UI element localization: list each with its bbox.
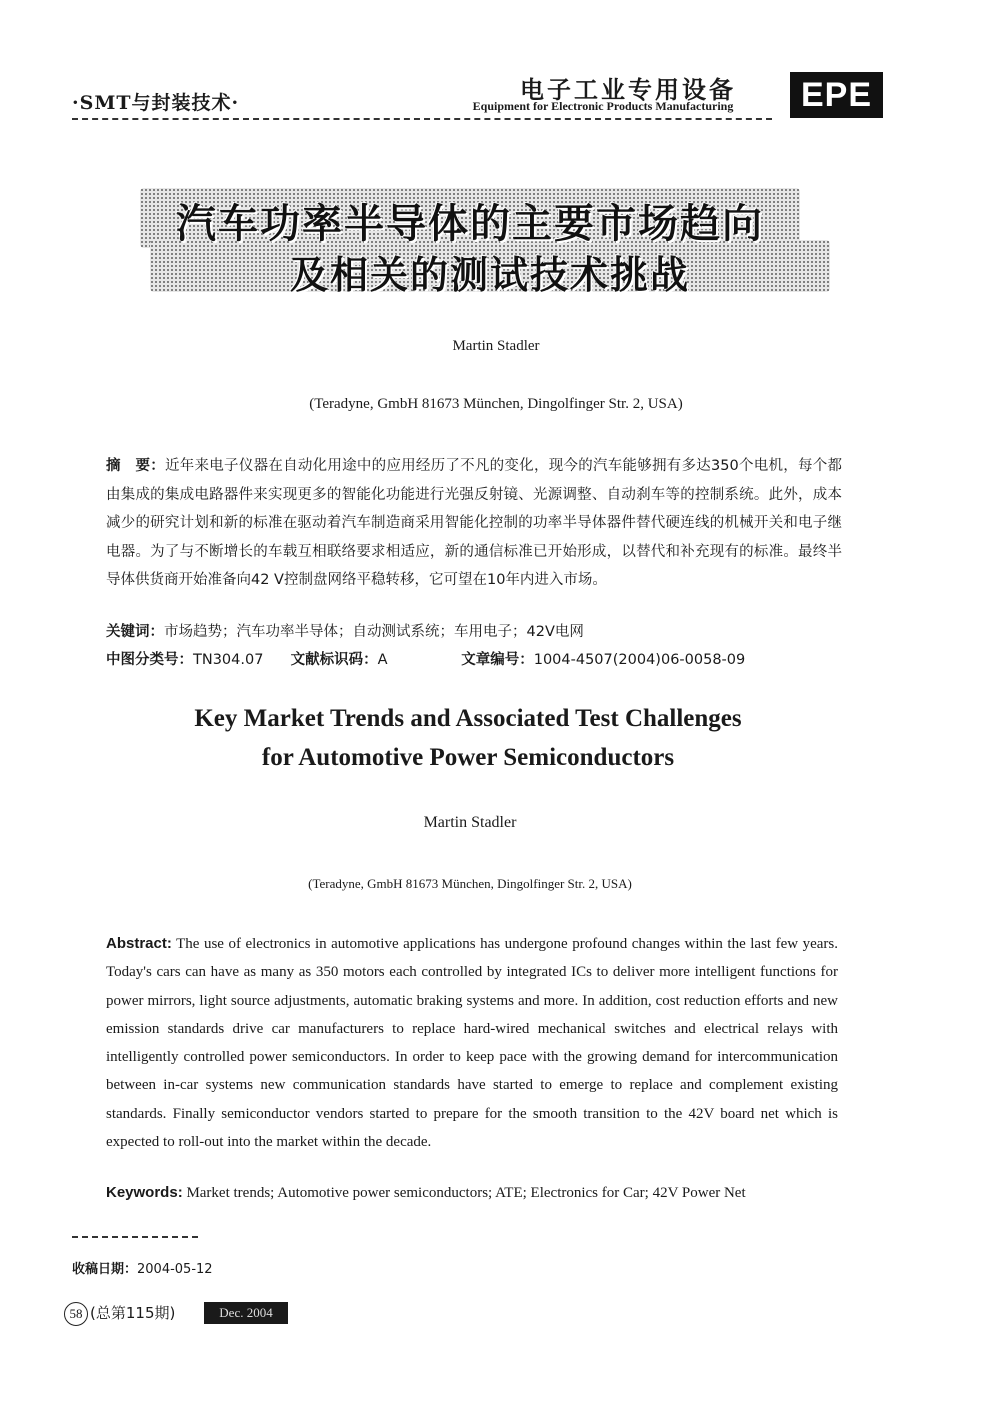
journal-title-en: Equipment for Electronic Products Manufacturing	[472, 99, 734, 113]
doc-code-value: A	[377, 652, 388, 668]
keywords-cn-text: 市场趋势；汽车功率半导体；自动测试系统；车用电子；42V电网	[164, 624, 584, 640]
abstract-cn-label: 摘 要：	[106, 458, 166, 474]
clc-value: TN304.07	[193, 652, 264, 668]
doc-code-label: 文献标识码：	[290, 652, 378, 668]
abstract-cn-text: 近年来电子仪器在自动化用途中的应用经历了不凡的变化，现今的汽车能够拥有多达350个电机，每个都由集成的集成电路器件来实现更多的智能化功能进行光强反射镜、光源调整、自动刹车等的控制系统。此外，成本减少的研究计划和新的标准在驱动着汽车制造商采用智能化控制的功率半导体器件替代硬连线的机械开关和电子继电器。为了与不断增长的车载互相联络要求相适应，新的通信标准已开始形成，以替代和补充现有的标准。最终半导体供货商开始准备向42 V控制盘网络平稳转移，它可望在10年内进入市场。	[106, 458, 842, 588]
keywords-cn	[106, 620, 842, 641]
journal-logo-badge: EPE	[790, 72, 883, 118]
keywords-en-text: Market trends; Automotive power semiconductors; ATE; Electronics for Car; 42V Power Net	[186, 1185, 746, 1201]
issue-number: (总第115期)	[90, 1304, 176, 1322]
received-date	[72, 1258, 213, 1277]
keywords-cn-label: 关键词：	[106, 624, 164, 640]
affiliation-en: (Teradyne, GmbH 81673 München, Dingolfinger Str. 2, USA)	[308, 876, 632, 891]
affiliation-cn: (Teradyne, GmbH 81673 München, Dingolfinger Str. 2, USA)	[309, 396, 683, 412]
keywords-en-label: Keywords:	[106, 1184, 183, 1201]
article-title-cn-line1: 汽车功率半导体的主要市场趋向	[176, 201, 764, 247]
issue-date-badge: Dec. 2004	[204, 1302, 288, 1324]
header-divider	[72, 118, 772, 120]
author-cn: Martin Stadler	[452, 338, 540, 354]
abstract-en-text: The use of electronics in automotive applications has undergone profound changes within the last few years. Today's cars can have as many as 350 motors each controlled by integrated ICs to deliver more intelligent functions for power mirrors, light source adjustments, automatic braking systems and more. In addition, cost reduction efforts and new emission standards drive car manufacturers to replace hard-wired mechanical switches and electrical relays with intelligently controlled power semiconductors. In order to keep pace with the growing demand for intercommunication between in-car systems new communication standards have started to emerge to replace and complement existing standards. Finally semiconductor vendors started to prepare for the smooth transition to the 42V board net which is expected to roll-out into the market within the decade.	[106, 936, 838, 1151]
received-label: 收稿日期：	[72, 1262, 138, 1277]
page-number: 58	[64, 1302, 88, 1326]
received-value: 2004-05-12	[137, 1262, 213, 1277]
abstract-cn	[106, 452, 842, 595]
article-title-en-line2: for Automotive Power Semiconductors	[261, 744, 675, 771]
author-en: Martin Stadler	[423, 814, 517, 831]
footnote-divider	[72, 1236, 198, 1238]
classification-row	[106, 648, 866, 669]
abstract-en-label: Abstract:	[106, 935, 172, 952]
article-title-cn-line2: 及相关的测试技术挑战	[289, 253, 690, 297]
clc-label: 中图分类号：	[106, 652, 193, 668]
article-title-en-line1: Key Market Trends and Associated Test Challenges	[194, 705, 742, 732]
abstract-en	[106, 930, 838, 1156]
article-no-value: 1004-4507(2004)06-0058-09	[533, 652, 746, 668]
journal-title-cn: 电子工业专用设备	[520, 76, 736, 104]
section-tag: ·SMT与封装技术·	[72, 92, 240, 114]
keywords-en	[106, 1184, 846, 1202]
article-no-label: 文章编号：	[461, 652, 534, 668]
